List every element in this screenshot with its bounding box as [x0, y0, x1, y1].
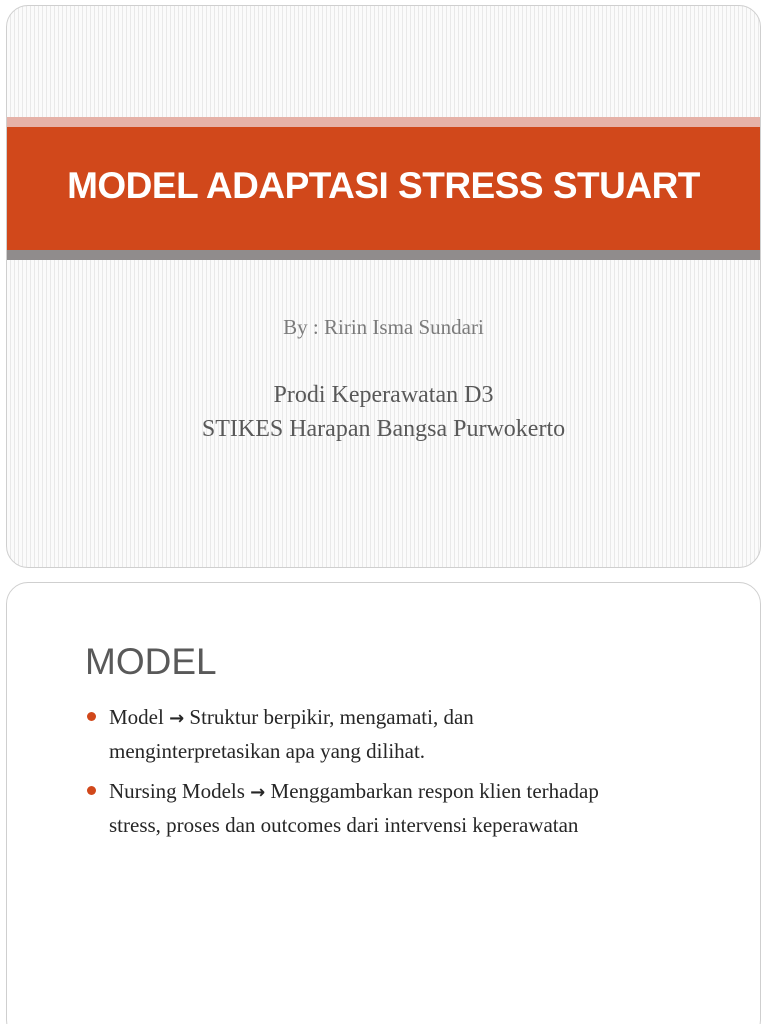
bullet-item-model [85, 701, 725, 767]
bullet-text: Struktur berpikir, mengamati, dan [189, 705, 474, 729]
section-heading: MODEL [85, 641, 217, 682]
slide-title: MODEL ADAPTASI STRESS STUART [67, 164, 700, 206]
bullet-text-continued: stress, proses dan outcomes dari intervensi keperawatan [109, 813, 579, 837]
title-band-top-stripe [7, 117, 760, 127]
affiliation-institution: STIKES Harapan Bangsa Purwokerto [201, 416, 566, 442]
title-band [7, 127, 760, 250]
content-slide [6, 582, 761, 1024]
bullet-item-nursing-models [85, 775, 725, 841]
author-line: By : Ririn Isma Sundari [283, 315, 484, 339]
title-slide [6, 5, 761, 568]
bullet-list [85, 701, 725, 849]
affiliation-program: Prodi Keperawatan D3 [273, 382, 494, 408]
arrow-right-icon: → [169, 708, 185, 729]
bullet-text: Menggambarkan respon klien terhadap [270, 779, 599, 803]
affiliation [7, 378, 760, 446]
title-band-bottom-stripe [7, 250, 760, 260]
bullet-dot-icon [87, 712, 96, 721]
arrow-right-icon: → [250, 782, 266, 803]
bullet-term: Nursing Models [109, 779, 245, 803]
bullet-term: Model [109, 705, 164, 729]
bullet-text-continued: menginterpretasikan apa yang dilihat. [109, 739, 426, 763]
bullet-dot-icon [87, 786, 96, 795]
